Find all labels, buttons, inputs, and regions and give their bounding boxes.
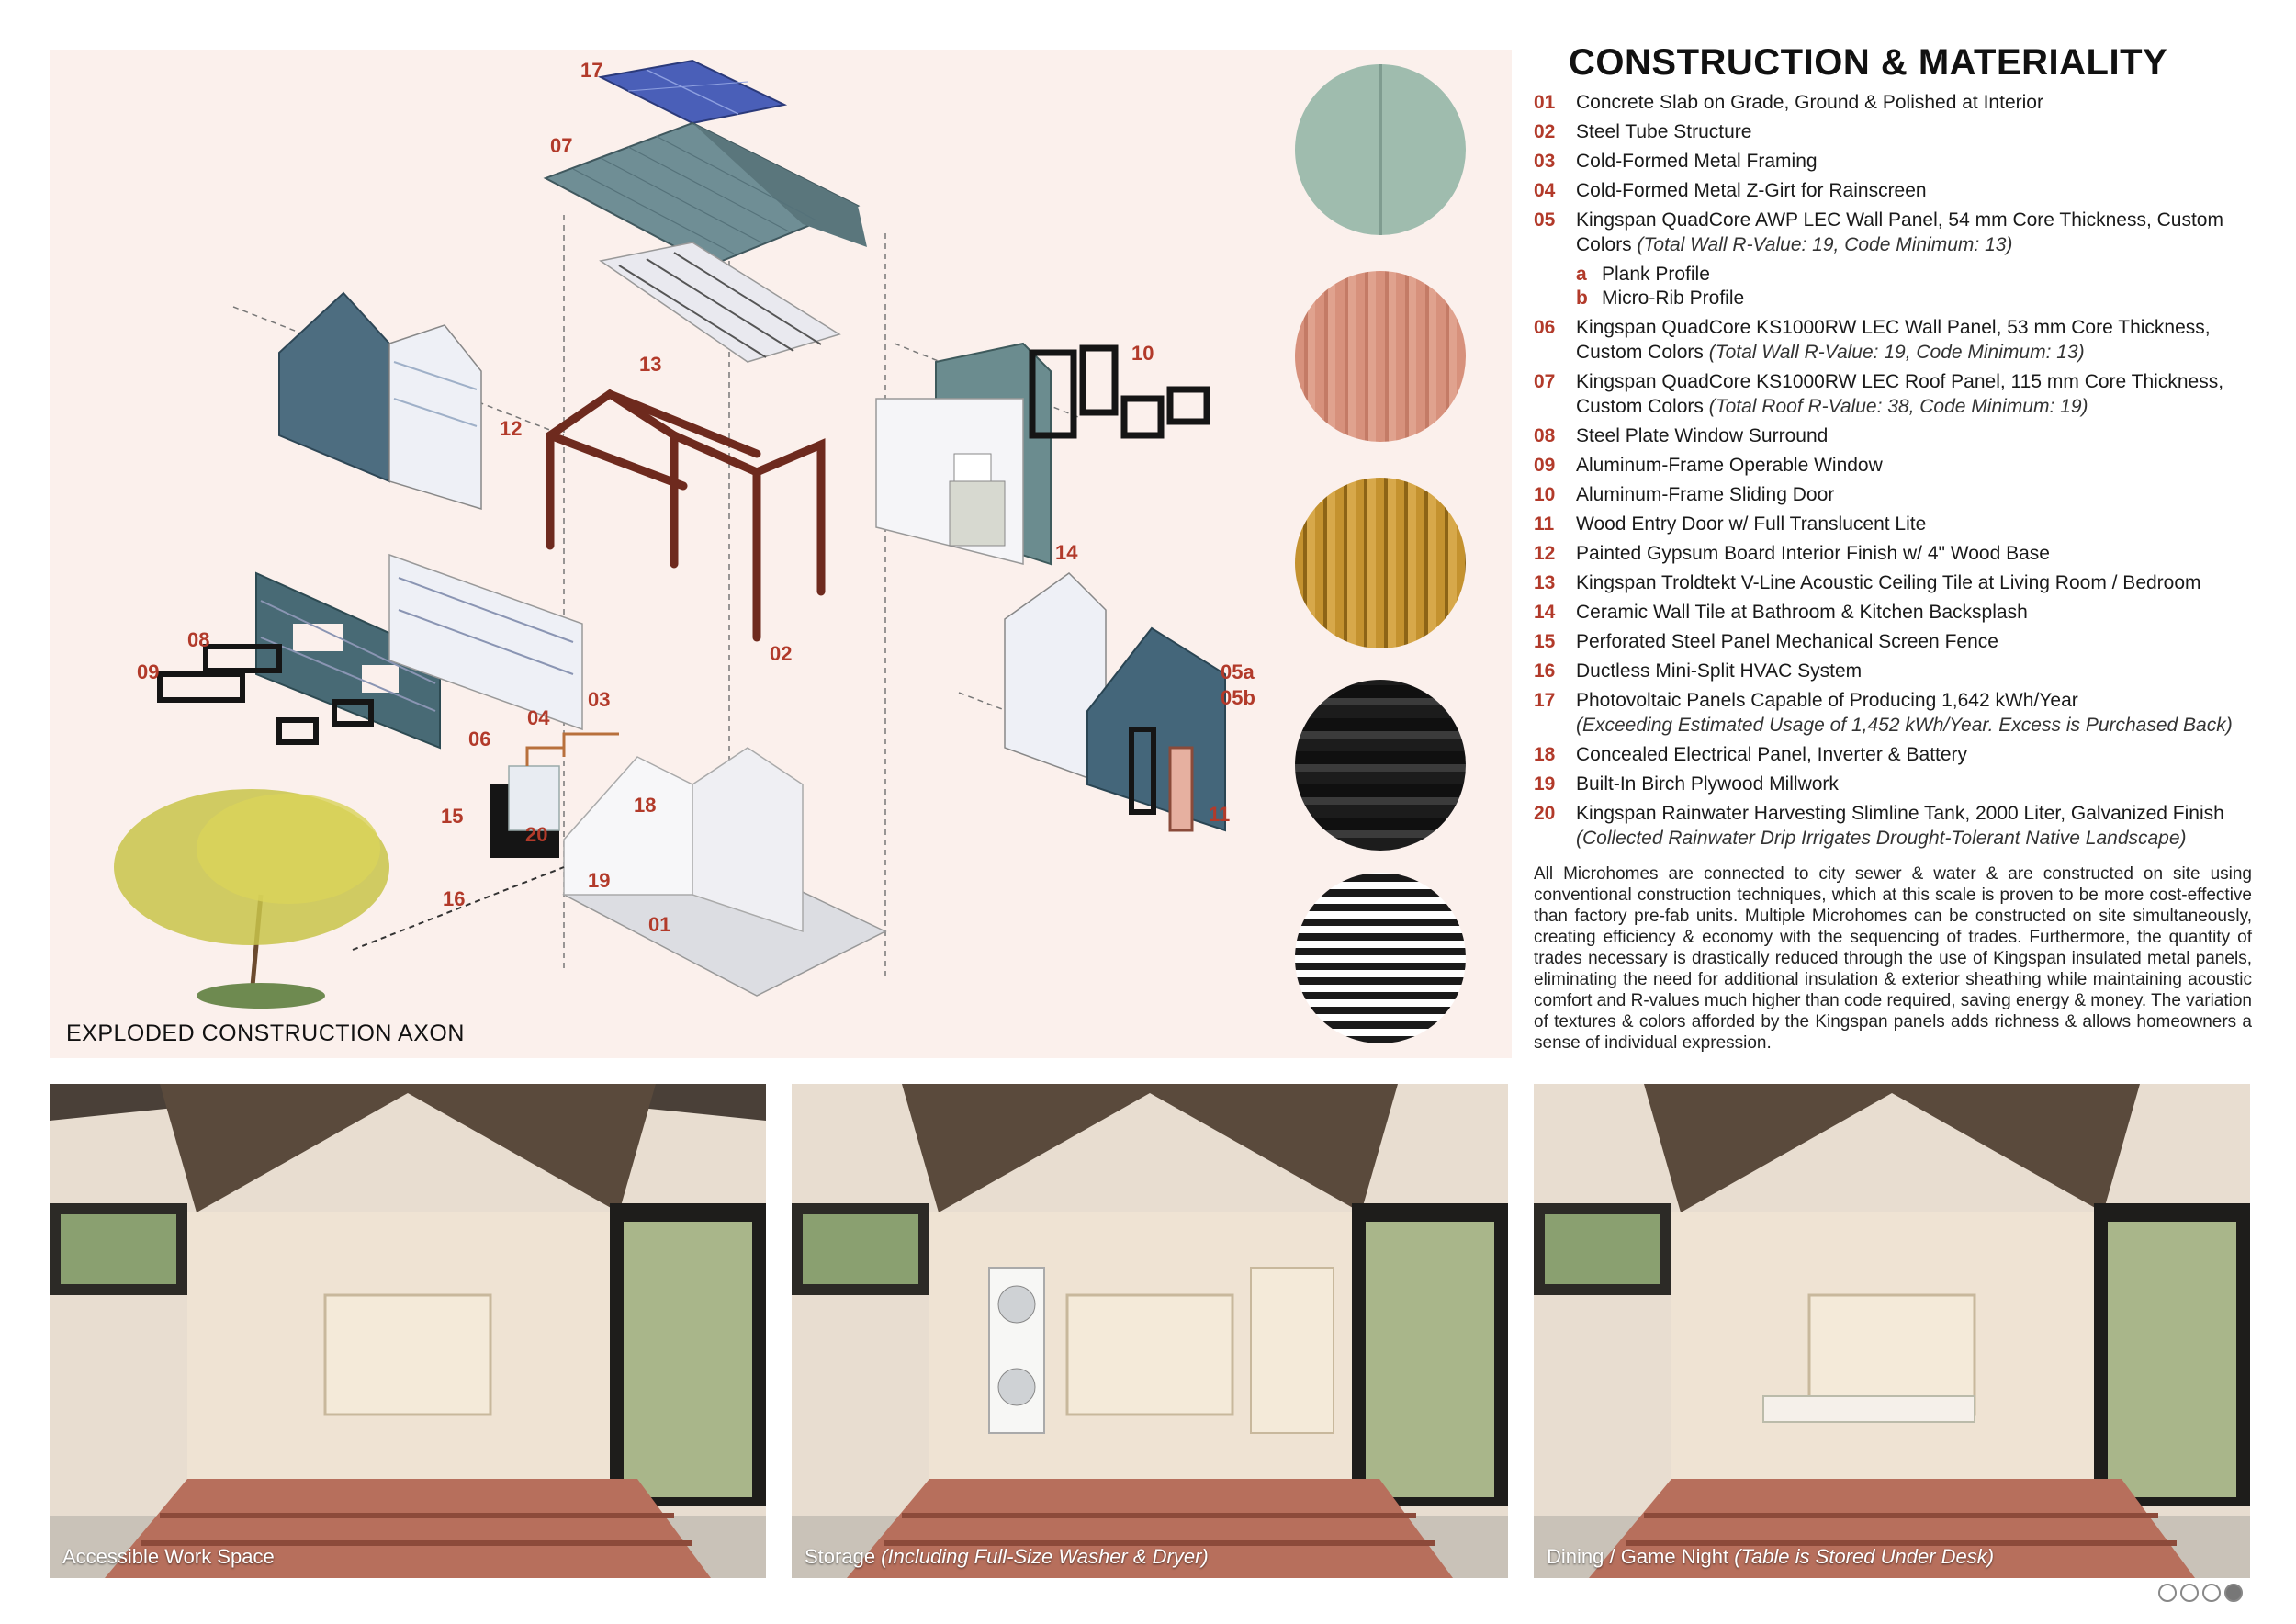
ceiling-tiles xyxy=(601,242,839,362)
roof-panel xyxy=(546,123,867,265)
item-text: Aluminum-Frame Operable Window xyxy=(1576,455,1883,476)
material-item-19 xyxy=(1534,772,2259,796)
materiality-title: CONSTRUCTION & MATERIALITY xyxy=(1569,42,2168,83)
item-note: (Collected Rainwater Drip Irrigates Drought-Tolerant Native Landscape) xyxy=(1576,828,2187,849)
callout-06: 06 xyxy=(468,727,491,750)
item-number: 01 xyxy=(1534,92,1556,113)
item-text: Aluminum-Frame Sliding Door xyxy=(1576,484,1835,505)
item-number: 15 xyxy=(1534,631,1556,652)
render-caption: Storage (Including Full-Size Washer & Dryer) xyxy=(805,1545,1209,1568)
swatch-black-acoustic xyxy=(1295,680,1466,851)
item-text: Ceramic Wall Tile at Bathroom & Kitchen Backsplash xyxy=(1576,602,2028,623)
floor-module xyxy=(490,734,885,996)
axon-caption: EXPLODED CONSTRUCTION AXON xyxy=(66,1021,465,1046)
subitem-letter: a xyxy=(1576,264,1587,285)
callout-03: 03 xyxy=(588,688,611,711)
callout-05a: 05a xyxy=(1221,660,1255,683)
item-text: Steel Plate Window Surround xyxy=(1576,425,1829,446)
material-item-07 xyxy=(1534,369,2259,419)
material-item-10 xyxy=(1534,482,2259,507)
item-text: Concealed Electrical Panel, Inverter & Battery xyxy=(1576,744,1968,765)
solar-panels xyxy=(601,61,784,123)
interior-render-image xyxy=(792,1084,1508,1578)
subitem-letter: b xyxy=(1576,288,1588,309)
item-number: 09 xyxy=(1534,455,1556,476)
render-caption: Accessible Work Space xyxy=(62,1545,275,1568)
interior-render-image xyxy=(1534,1084,2250,1578)
callout-04: 04 xyxy=(527,706,550,729)
material-item-16 xyxy=(1534,659,2259,683)
item-text: Kingspan QuadCore KS1000RW LEC Roof Panel, 115 mm Core Thickness, Custom Colors xyxy=(1576,371,2224,417)
callout-09: 09 xyxy=(137,660,160,683)
steel-frame xyxy=(550,394,821,637)
item-number: 18 xyxy=(1534,744,1556,765)
callout-20: 20 xyxy=(525,823,548,846)
material-item-04 xyxy=(1534,178,2259,203)
item-text: Ductless Mini-Split HVAC System xyxy=(1576,660,1863,682)
callout-10: 10 xyxy=(1131,342,1154,365)
wall-right xyxy=(876,344,1051,564)
material-item-20 xyxy=(1534,801,2259,851)
material-item-12 xyxy=(1534,541,2259,566)
material-item-14 xyxy=(1534,600,2259,625)
material-item-05 xyxy=(1534,208,2259,257)
item-number: 20 xyxy=(1534,803,1556,824)
carousel-dot-1[interactable] xyxy=(2158,1584,2177,1602)
item-number: 19 xyxy=(1534,773,1556,795)
subitem-text: Micro-Rib Profile xyxy=(1602,288,1745,309)
item-number: 03 xyxy=(1534,151,1556,172)
item-text: Perforated Steel Panel Mechanical Screen Fence xyxy=(1576,631,1998,652)
item-text: Painted Gypsum Board Interior Finish w/ 4" Wood Base xyxy=(1576,543,2050,564)
material-item-03 xyxy=(1534,149,2259,174)
callout-08: 08 xyxy=(187,628,210,651)
item-note: (Total Wall R-Value: 19, Code Minimum: 13) xyxy=(1637,234,2013,255)
item-number: 06 xyxy=(1534,317,1556,338)
material-item-15 xyxy=(1534,629,2259,654)
item-number: 11 xyxy=(1534,513,1555,535)
callout-02: 02 xyxy=(770,642,793,665)
item-text: Photovoltaic Panels Capable of Producing 1,642 kWh/Year xyxy=(1576,690,2078,711)
material-subitem-b xyxy=(1534,286,2259,310)
swatch-black-white-stripe xyxy=(1295,873,1466,1043)
carousel-dot-4[interactable] xyxy=(2224,1584,2243,1602)
exploded-axon-panel xyxy=(50,50,1512,1058)
item-number: 10 xyxy=(1534,484,1556,505)
item-note: (Exceeding Estimated Usage of 1,452 kWh/Year. Excess is Purchased Back) xyxy=(1576,715,2233,736)
swatch-terracotta-rib xyxy=(1295,271,1466,442)
subitem-text: Plank Profile xyxy=(1602,264,1710,285)
interior-render-dining xyxy=(1534,1084,2250,1578)
material-item-13 xyxy=(1534,570,2259,595)
render-caption: Dining / Game Night (Table is Stored Under Desk) xyxy=(1547,1545,1995,1568)
material-item-08 xyxy=(1534,423,2259,448)
description-paragraph: All Microhomes are connected to city sewer & water & are constructed on site using conventional construction techniques, which at this scale is proven to be more cost-effective than factory pre-fab units. Multiple Microhomes can be constructed on site simultaneously, creating efficiency & economy with the sequencing of trades. Furthermore, the quantity of trades necessary is drastically reduced through the use of Kingspan insulated metal panels, eliminating the need for additional insulation & exterior sheathing while maintaining acoustic comfort and R-values much higher than code required, saving energy & money. The variation of textures & colors afforded by the Kingspan panels adds richness & allows homeowners a sense of individual expression. xyxy=(1534,864,2252,1053)
swatch-ochre-rib xyxy=(1295,478,1466,648)
item-text: Cold-Formed Metal Z-Girt for Rainscreen xyxy=(1576,180,1927,201)
callout-01: 01 xyxy=(648,913,671,936)
gable-wall-left xyxy=(279,293,481,509)
swatch-sage-plank xyxy=(1295,64,1466,235)
carousel-dot-3[interactable] xyxy=(2202,1584,2221,1602)
interior-render-image xyxy=(50,1084,766,1578)
item-text: Built-In Birch Plywood Millwork xyxy=(1576,773,1839,795)
sliding-doors xyxy=(1032,348,1207,435)
carousel-pagination xyxy=(2158,1584,2246,1607)
item-number: 14 xyxy=(1534,602,1556,623)
item-text: Kingspan Rainwater Harvesting Slimline Tank, 2000 Liter, Galvanized Finish xyxy=(1576,803,2224,824)
interior-render-storage xyxy=(792,1084,1508,1578)
item-number: 12 xyxy=(1534,543,1556,564)
callout-11: 11 xyxy=(1209,803,1231,826)
callout-12: 12 xyxy=(500,417,523,440)
item-number: 13 xyxy=(1534,572,1556,593)
materiality-list xyxy=(1534,90,2259,855)
item-text: Kingspan QuadCore AWP LEC Wall Panel, 54 mm Core Thickness, Custom Colors xyxy=(1576,209,2223,255)
item-number: 05 xyxy=(1534,209,1556,231)
material-item-17 xyxy=(1534,688,2259,738)
callout-15: 15 xyxy=(441,805,464,828)
item-text: Kingspan Troldtekt V-Line Acoustic Ceiling Tile at Living Room / Bedroom xyxy=(1576,572,2201,593)
callout-14: 14 xyxy=(1055,541,1078,564)
item-number: 07 xyxy=(1534,371,1556,392)
callout-13: 13 xyxy=(639,353,662,376)
item-number: 17 xyxy=(1534,690,1556,711)
interior-render-work-space xyxy=(50,1084,766,1578)
callout-18: 18 xyxy=(634,794,657,817)
material-subitem-a xyxy=(1534,262,2259,287)
item-text: Wood Entry Door w/ Full Translucent Lite xyxy=(1576,513,1927,535)
item-note: (Total Wall R-Value: 19, Code Minimum: 13) xyxy=(1708,342,2085,363)
item-text: Steel Tube Structure xyxy=(1576,121,1752,142)
material-item-01 xyxy=(1534,90,2259,115)
callout-05b: 05b xyxy=(1221,686,1255,709)
item-number: 08 xyxy=(1534,425,1556,446)
callout-07: 07 xyxy=(550,134,573,157)
item-note: (Total Roof R-Value: 38, Code Minimum: 19) xyxy=(1708,396,2088,417)
item-number: 02 xyxy=(1534,121,1556,142)
gable-wall-right xyxy=(1005,573,1225,830)
item-number: 04 xyxy=(1534,180,1556,201)
item-text: Kingspan QuadCore KS1000RW LEC Wall Panel, 53 mm Core Thickness, Custom Colors xyxy=(1576,317,2211,363)
material-item-09 xyxy=(1534,453,2259,478)
material-item-02 xyxy=(1534,119,2259,144)
material-item-06 xyxy=(1534,315,2259,365)
item-text: Cold-Formed Metal Framing xyxy=(1576,151,1818,172)
callout-17: 17 xyxy=(580,59,603,82)
exploded-axon-drawing xyxy=(50,50,1512,1058)
item-text: Concrete Slab on Grade, Ground & Polished at Interior xyxy=(1576,92,2043,113)
item-number: 16 xyxy=(1534,660,1556,682)
callout-19: 19 xyxy=(588,869,611,892)
carousel-dot-2[interactable] xyxy=(2180,1584,2199,1602)
material-item-18 xyxy=(1534,742,2259,767)
material-item-11 xyxy=(1534,512,2259,536)
callout-16: 16 xyxy=(443,887,466,910)
